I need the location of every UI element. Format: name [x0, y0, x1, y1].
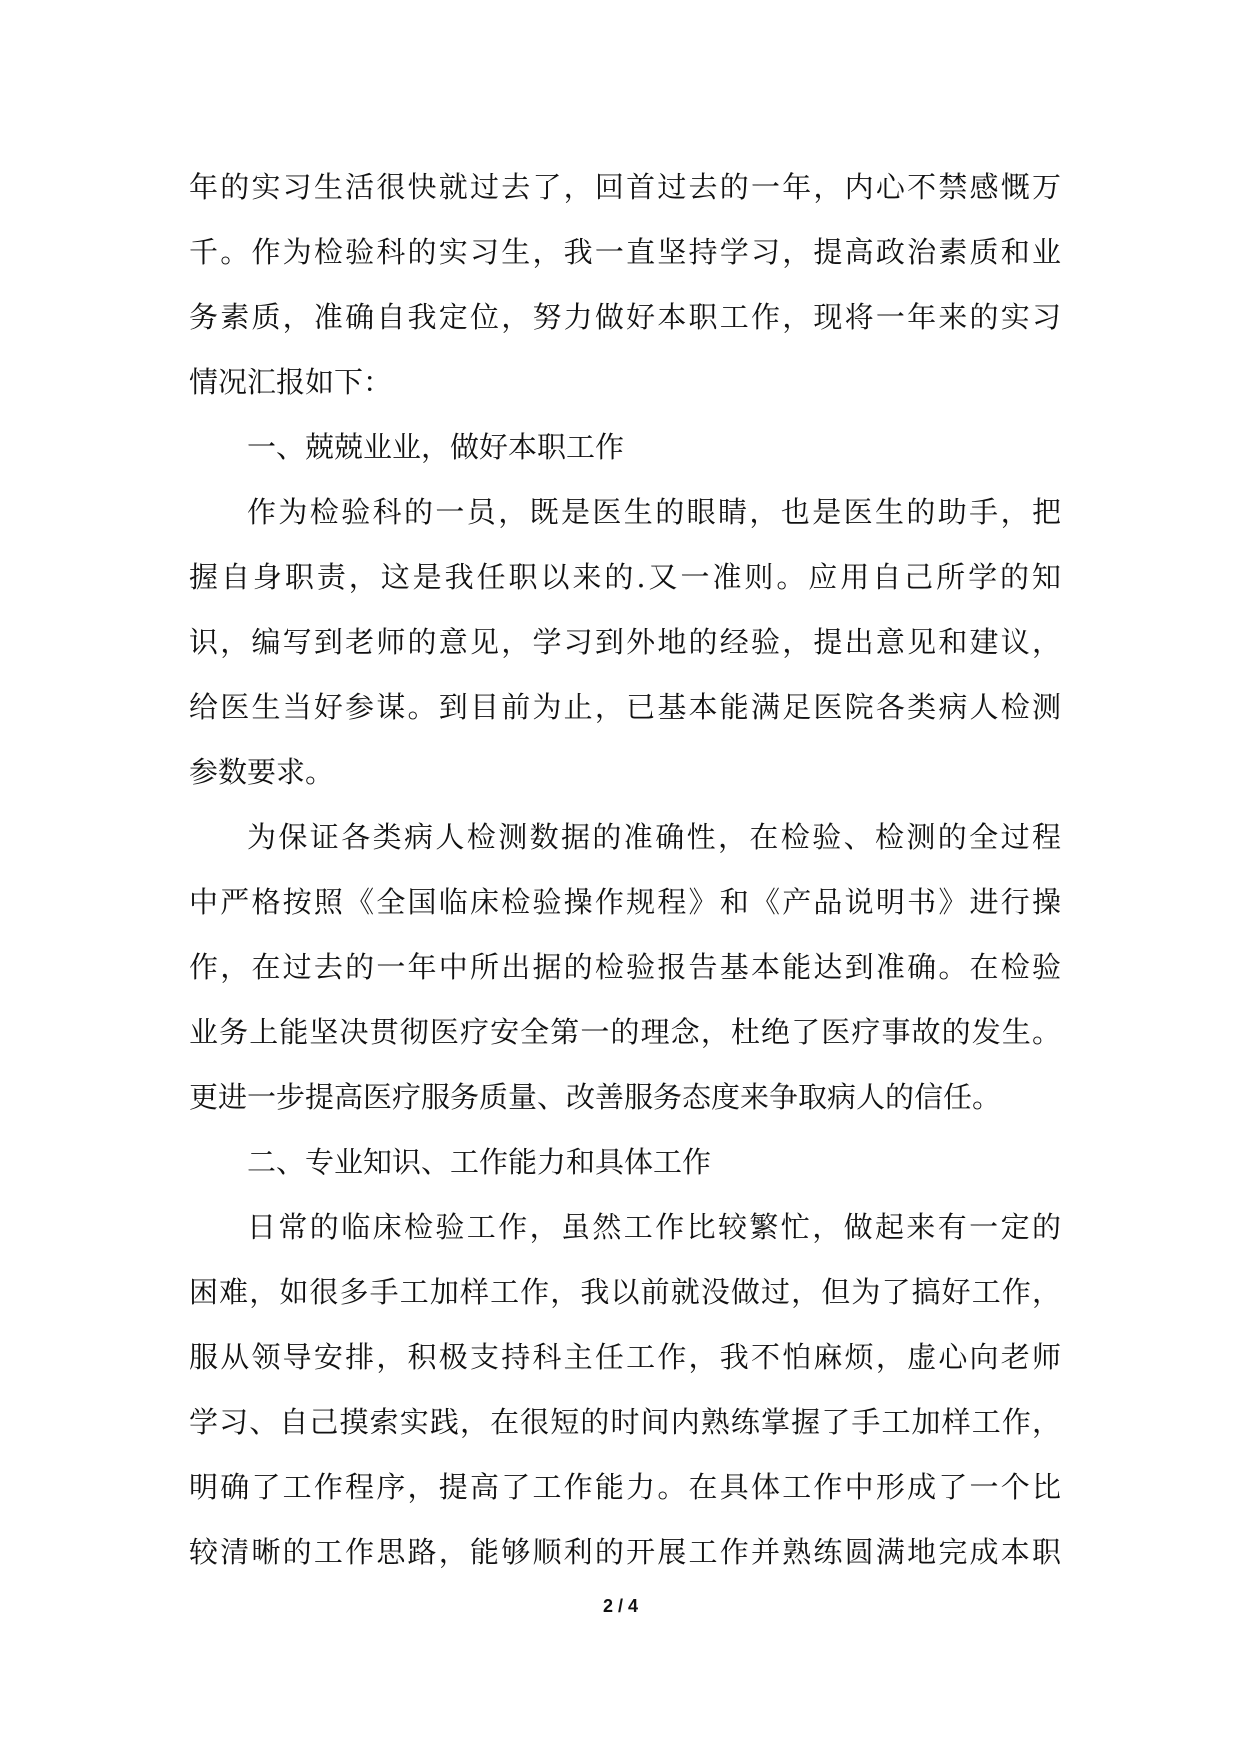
text-line: 作为检验科的一员，既是医生的眼睛，也是医生的助手，把	[247, 495, 1061, 529]
page-number: 2 / 4	[602, 1596, 639, 1616]
text-line: 作，在过去的一年中所出据的检验报告基本能达到准确。在检验	[189, 950, 1061, 984]
text-line: 握自身职责，这是我任职以来的.又一准则。应用自己所学的知	[189, 560, 1061, 594]
text-line: 识，编写到老师的意见，学习到外地的经验，提出意见和建议，	[189, 625, 1061, 659]
text-line: 参数要求。	[189, 755, 335, 789]
text-line: 年的实习生活很快就过去了，回首过去的一年，内心不禁感慨万	[189, 170, 1061, 204]
text-line: 明确了工作程序，提高了工作能力。在具体工作中形成了一个比	[189, 1470, 1061, 1504]
section-heading-1: 一、兢兢业业，做好本职工作	[247, 430, 625, 464]
text-line: 中严格按照《全国临床检验操作规程》和《产品说明书》进行操	[189, 885, 1061, 919]
text-line: 千。作为检验科的实习生，我一直坚持学习，提高政治素质和业	[189, 235, 1061, 269]
text-line: 情况汇报如下：	[189, 365, 393, 399]
section-heading-2: 二、专业知识、工作能力和具体工作	[247, 1145, 712, 1179]
text-line: 学习、自己摸索实践，在很短的时间内熟练掌握了手工加样工作，	[189, 1405, 1061, 1439]
text-line: 务素质，准确自我定位，努力做好本职工作，现将一年来的实习	[189, 300, 1061, 334]
body-text	[189, 155, 1061, 1585]
text-line: 服从领导安排，积极支持科主任工作，我不怕麻烦，虚心向老师	[189, 1340, 1061, 1374]
text-line: 困难，如很多手工加样工作，我以前就没做过，但为了搞好工作，	[189, 1275, 1061, 1309]
text-line: 较清晰的工作思路，能够顺利的开展工作并熟练圆满地完成本职	[189, 1535, 1061, 1569]
text-line: 日常的临床检验工作，虽然工作比较繁忙，做起来有一定的	[247, 1210, 1061, 1244]
text-line: 更进一步提高医疗服务质量、改善服务态度来争取病人的信任。	[189, 1080, 1002, 1114]
text-line: 给医生当好参谋。到目前为止，已基本能满足医院各类病人检测	[189, 690, 1061, 724]
text-line: 业务上能坚决贯彻医疗安全第一的理念，杜绝了医疗事故的发生。	[189, 1015, 1061, 1049]
text-line: 为保证各类病人检测数据的准确性，在检验、检测的全过程	[247, 820, 1061, 854]
